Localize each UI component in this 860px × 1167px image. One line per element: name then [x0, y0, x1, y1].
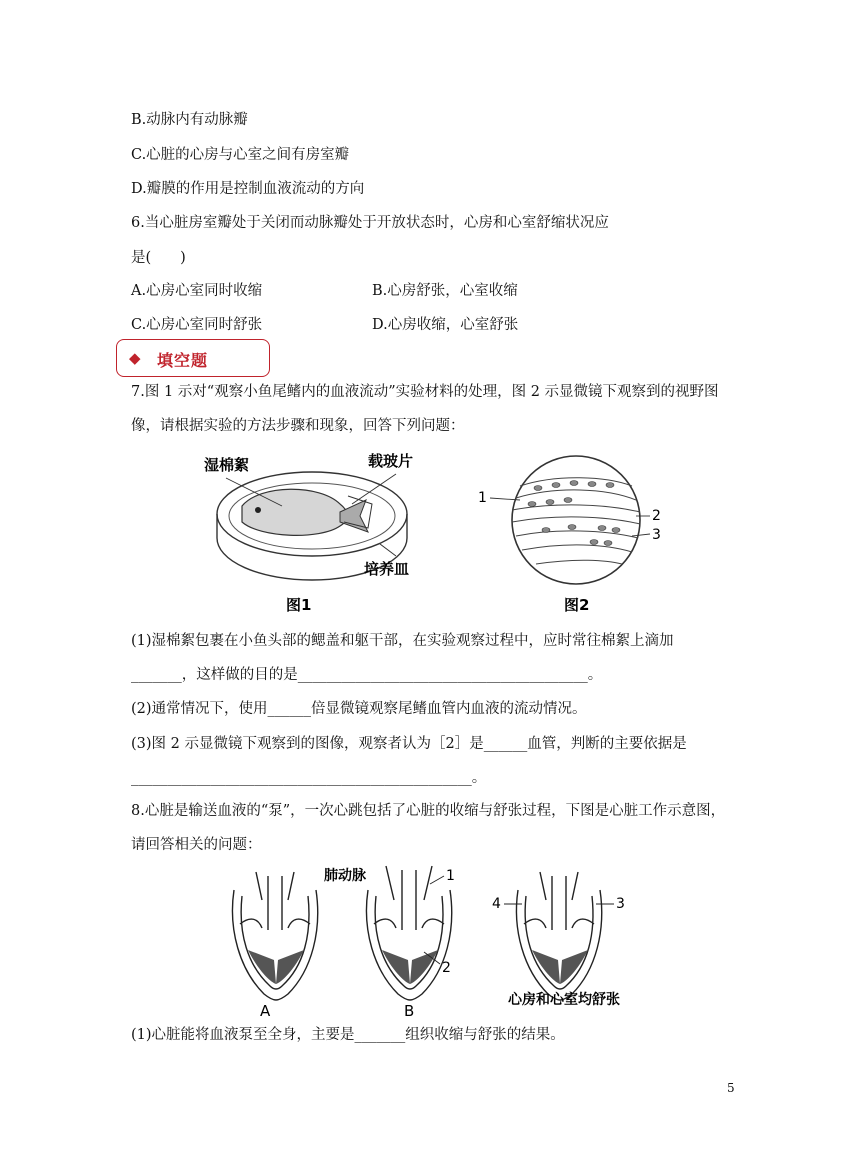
question-6-stem-end: 是( ): [131, 250, 186, 266]
q7-part-3: (3)图 2 示显微镜下观察到的图像，观察者认为［2］是______血管，判断的主要依据是: [131, 736, 687, 752]
diamond-icon: ◆: [129, 349, 141, 367]
label-petri-dish: 培养皿: [364, 560, 410, 578]
heart-label-3: 3: [616, 896, 625, 912]
heart-label-2: 2: [442, 960, 451, 976]
q6-option-a: A.心房心室同时收缩: [131, 283, 263, 299]
figure-1-caption: 图1: [286, 596, 312, 614]
question-6-stem: 6.当心脏房室瓣处于关闭而动脉瓣处于开放状态时，心房和心室舒缩状况应: [131, 215, 609, 231]
label-glass-slide: 载玻片: [368, 452, 414, 470]
q7-part-1-blanks: _______，这样做的目的是________________________________________。: [131, 667, 603, 683]
label-pulmonary-artery: 肺动脉: [324, 868, 366, 884]
figure-2-microscope-view: [476, 452, 676, 618]
heart-caption-b: B: [404, 1002, 415, 1020]
figure-2-label-3: 3: [652, 527, 661, 543]
q7-part-3-blank: _______________________________________________。: [131, 770, 487, 786]
option-b-line: B.动脉内有动脉瓣: [131, 112, 248, 128]
q7-part-2: (2)通常情况下，使用______倍显微镜观察尾鳍血管内血液的流动情况。: [131, 701, 587, 717]
question-7-intro: 7.图 1 示对“观察小鱼尾鳍内的血液流动”实验材料的处理，图 2 示显微镜下观察到的视野图: [131, 384, 719, 400]
q7-part-1: (1)湿棉絮包裹在小鱼头部的鳃盖和躯干部，在实验观察过程中，应时常往棉絮上滴加: [131, 633, 674, 649]
figure-2-caption: 图2: [564, 596, 590, 614]
option-d-line: D.瓣膜的作用是控制血液流动的方向: [131, 181, 365, 197]
figure-2-label-2: 2: [652, 508, 661, 524]
heart-caption-c: 心房和心室均舒张: [508, 992, 620, 1008]
q8-part-1: (1)心脏能将血液泵至全身，主要是_______组织收缩与舒张的结果。: [131, 1027, 565, 1043]
q6-option-d: D.心房收缩，心室舒张: [372, 317, 519, 333]
heart-caption-a: A: [260, 1002, 271, 1020]
question-8-intro: 8.心脏是输送血液的“泵”，一次心跳包括了心脏的收缩与舒张过程，下图是心脏工作示意图，: [131, 803, 726, 819]
page-number: 5: [727, 1081, 735, 1095]
figure-1-fish-dish: [200, 444, 440, 616]
question-7-intro-cont: 像，请根据实验的方法步骤和现象，回答下列问题：: [131, 418, 465, 434]
label-wet-cotton: 湿棉絮: [204, 456, 250, 474]
q6-option-b: B.心房舒张，心室收缩: [372, 283, 518, 299]
option-c-line: C.心脏的心房与心室之间有房室瓣: [131, 147, 350, 163]
section-title: 填空题: [157, 351, 209, 370]
q6-option-c: C.心房心室同时舒张: [131, 317, 263, 333]
question-8-intro-cont: 请回答相关的问题：: [131, 837, 262, 853]
heart-diagram: [218, 860, 658, 1020]
heart-label-4: 4: [492, 896, 501, 912]
heart-label-1: 1: [446, 868, 455, 884]
figure-2-label-1: 1: [478, 490, 487, 506]
section-header-fill-blank: [116, 339, 270, 377]
